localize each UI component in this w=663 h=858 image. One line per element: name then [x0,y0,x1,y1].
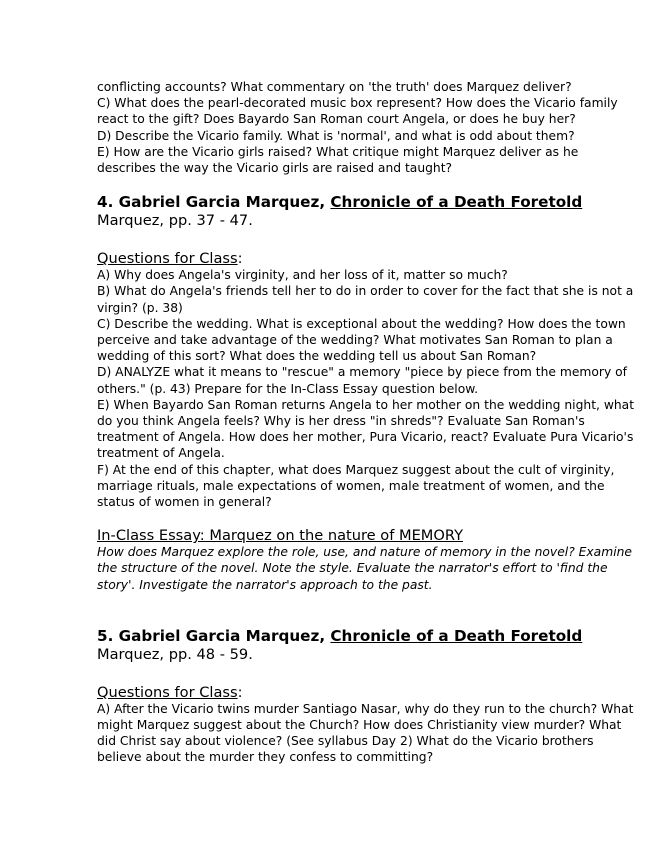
intro-line: conflicting accounts? What commentary on 'the truth' does Marquez deliver? [97,80,572,94]
section-5-questions-heading [97,684,637,701]
document-content [97,79,637,766]
section-5-heading-prefix: 5. Gabriel Garcia Marquez, [97,626,331,645]
section-4-question-e: E) When Bayardo San Roman returns Angela to her mother on the wedding night, what do you think Angela feels? Why is her dress "in shreds"? Evaluate San Roman's treatment of Angela. How does her mother, Pura Vicario, react? Evaluate Pura Vicario's treatment of Angela. [97,397,635,461]
section-4-question-f: F) At the end of this chapter, what does Marquez suggest about the cult of virginity, marriage rituals, male expectations of women, male treatment of women, and the status of women in general? [97,462,615,510]
intro-question-c: C) What does the pearl-decorated music box represent? How does the Vicario family react to the gift? Does Bayardo San Roman court Angela, or does he buy her? [97,96,618,127]
section-5-questions-label: Questions for Class [97,683,238,701]
section-4-heading-prefix: 4. Gabriel Garcia Marquez, [97,193,331,212]
section-5-pages: Marquez, pp. 48 - 59. [97,645,253,663]
section-5-book-title: Chronicle of a Death Foretold [330,626,583,645]
intro-question-e: E) How are the Vicario girls raised? What critique might Marquez deliver as he describes the way the Vicario girls are raised and taught? [97,144,579,176]
section-4-questions-heading [97,250,637,267]
section-5-questions-colon: : [237,683,243,701]
section-4-pages: Marquez, pp. 37 - 47. [97,212,253,230]
essay-title: In-Class Essay: Marquez on the nature of MEMORY [97,527,464,545]
section-5-question-a: A) After the Vicario twins murder Santiago Nasar, why do they run to the church? What might Marquez suggest about the Church? How does Christianity view murder? What did Christ say about violence? (See syllabus Day 2) What do the Vicario brothers believe about the murder they confess to committing? [97,701,634,765]
section-4-question-d: D) ANALYZE what it means to "rescue" a memory "piece by piece from the memory of others." (p. 43) Prepare for the In-Class Essay question below. [97,365,628,396]
section-4-question-b: B) What do Angela's friends tell her to do in order to cover for the fact that she is not a virgin? (p. 38) [97,284,634,315]
section-4-heading [97,193,637,212]
section-4-questions-colon: : [237,250,243,268]
section-4-book-title: Chronicle of a Death Foretold [330,193,583,212]
section-4-questions-label: Questions for Class [97,250,238,268]
essay-prompt: How does Marquez explore the role, use, and nature of memory in the novel? Examine the structure of the novel. Note the style. Evaluate the narrator's effort to 'find the story'. Investigate the narrator's approach to the past. [97,545,632,592]
section-4-question-a: A) Why does Angela's virginity, and her loss of it, matter so much? [97,268,508,283]
section-5-heading [97,627,637,646]
intro-question-d: D) Describe the Vicario family. What is 'normal', and what is odd about them? [97,128,575,143]
section-4-question-c: C) Describe the wedding. What is exceptional about the wedding? How does the town perceive and take advantage of the wedding? What motivates San Roman to plan a wedding of this sort? What does the wedding tell us about San Roman? [97,316,626,364]
